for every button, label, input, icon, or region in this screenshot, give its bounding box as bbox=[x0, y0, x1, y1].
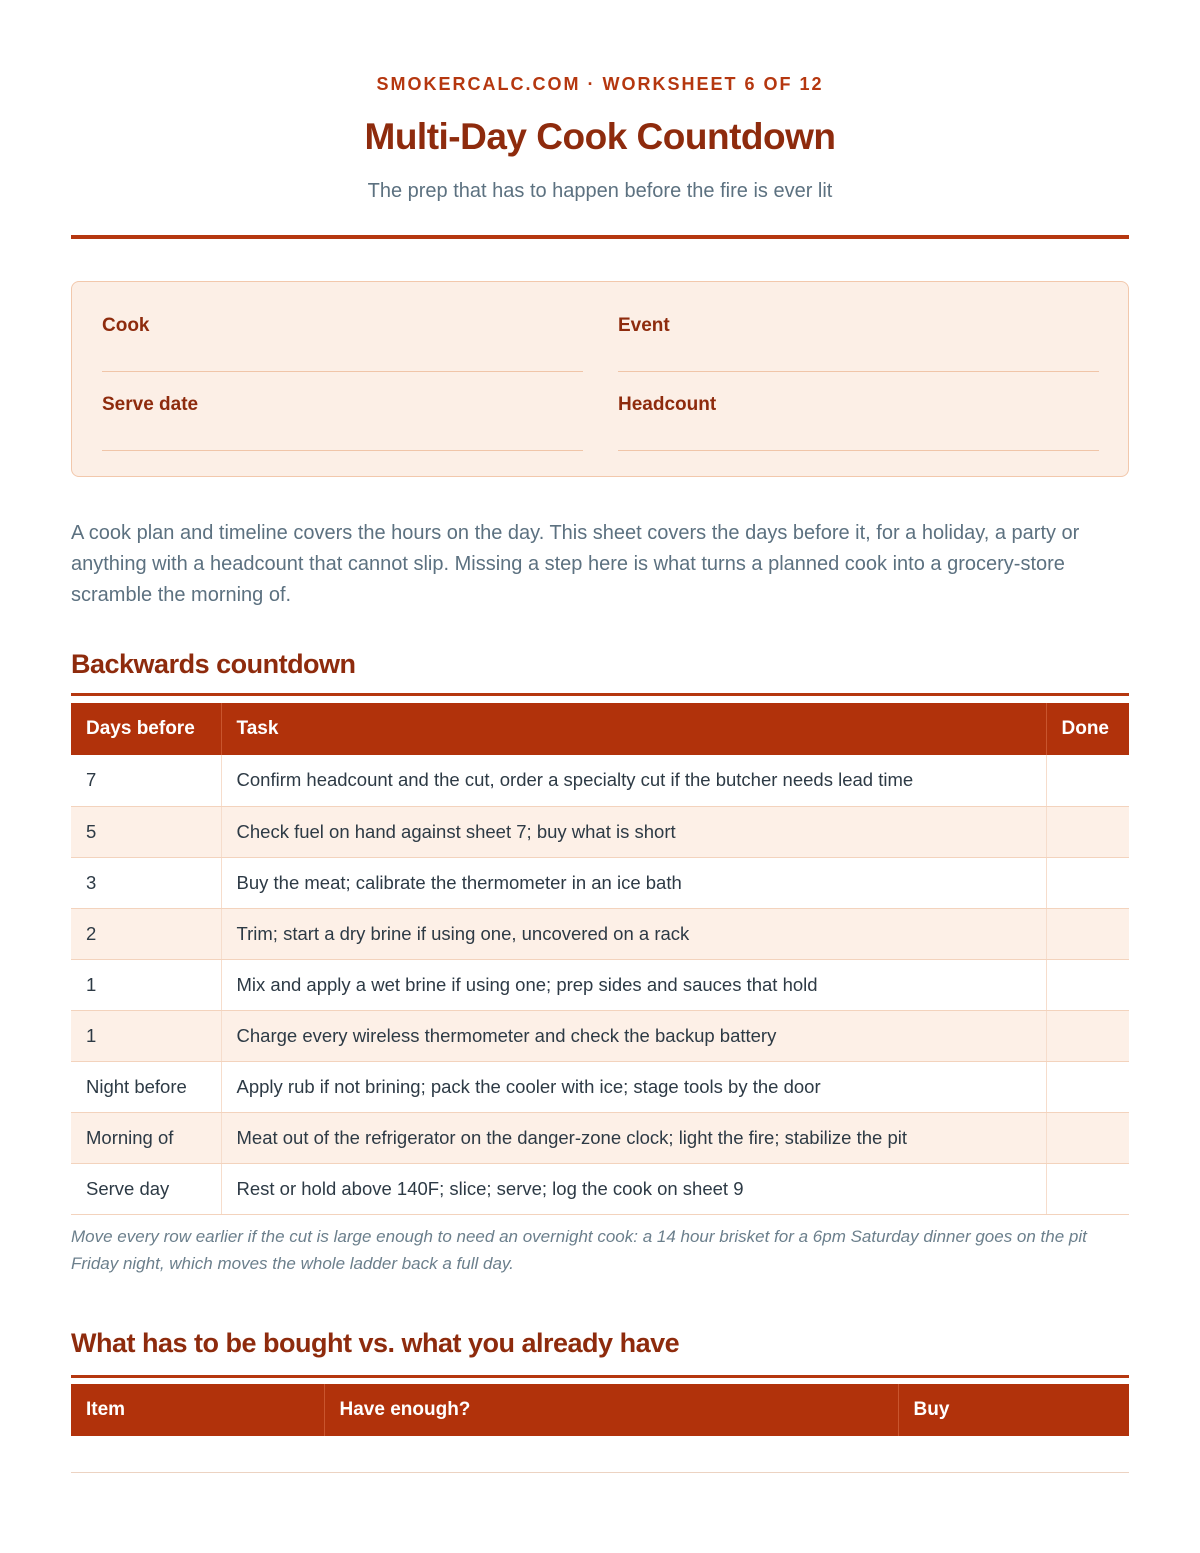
task-cell: Mix and apply a wet brine if using one; prep sides and sauces that hold bbox=[221, 959, 1046, 1010]
task-cell: Rest or hold above 140F; slice; serve; log the cook on sheet 9 bbox=[221, 1163, 1046, 1214]
column-header-have-enough: Have enough? bbox=[324, 1384, 898, 1436]
done-cell[interactable] bbox=[1046, 908, 1129, 959]
headcount-label: Headcount bbox=[618, 394, 717, 415]
table-row bbox=[71, 959, 1129, 1010]
page-title: Multi-Day Cook Countdown bbox=[364, 116, 836, 157]
table-row bbox=[71, 857, 1129, 908]
days-cell: Morning of bbox=[71, 1112, 221, 1163]
shopping-heading: What has to be bought vs. what you already have bbox=[71, 1328, 680, 1358]
shopping-header-row bbox=[71, 1384, 1129, 1436]
done-cell[interactable] bbox=[1046, 1010, 1129, 1061]
shopping-row-line bbox=[71, 1472, 1129, 1473]
cook-line bbox=[102, 371, 583, 372]
task-cell: Buy the meat; calibrate the thermometer in an ice bath bbox=[221, 857, 1046, 908]
table-row bbox=[71, 908, 1129, 959]
task-cell: Confirm headcount and the cut, order a specialty cut if the butcher needs lead time bbox=[221, 755, 1046, 806]
days-cell: 2 bbox=[71, 908, 221, 959]
headcount-field[interactable] bbox=[618, 394, 1099, 416]
intro-paragraph: A cook plan and timeline covers the hours on the day. This sheet covers the days before it, for a holiday, a party or anything with a headcount that cannot slip. Missing a step here is what turns a planned cook into a grocery-store scramble the morning of. bbox=[71, 522, 1080, 606]
site-kicker: SMOKERCALC.COM · WORKSHEET 6 OF 12 bbox=[376, 74, 824, 94]
countdown-divider bbox=[71, 693, 1129, 696]
countdown-header-row bbox=[71, 703, 1129, 755]
task-cell: Trim; start a dry brine if using one, uncovered on a rack bbox=[221, 908, 1046, 959]
table-row bbox=[71, 1112, 1129, 1163]
serve-date-label: Serve date bbox=[102, 394, 199, 415]
task-cell: Check fuel on hand against sheet 7; buy what is short bbox=[221, 806, 1046, 857]
column-header-done: Done bbox=[1046, 703, 1129, 755]
cook-info-box bbox=[71, 281, 1129, 477]
shopping-table bbox=[71, 1384, 1129, 1436]
done-cell[interactable] bbox=[1046, 959, 1129, 1010]
done-cell[interactable] bbox=[1046, 1163, 1129, 1214]
done-cell[interactable] bbox=[1046, 806, 1129, 857]
days-cell: 5 bbox=[71, 806, 221, 857]
done-cell[interactable] bbox=[1046, 755, 1129, 806]
cook-field[interactable] bbox=[102, 315, 583, 337]
days-cell: 1 bbox=[71, 1010, 221, 1061]
column-header-task: Task bbox=[221, 703, 1046, 755]
headcount-line bbox=[618, 450, 1099, 451]
table-row bbox=[71, 1061, 1129, 1112]
page-subtitle: The prep that has to happen before the fire is ever lit bbox=[367, 180, 833, 202]
column-header-item: Item bbox=[71, 1384, 324, 1436]
days-cell: 7 bbox=[71, 755, 221, 806]
table-row bbox=[71, 1163, 1129, 1214]
shopping-divider bbox=[71, 1375, 1129, 1378]
task-cell: Apply rub if not brining; pack the cooler with ice; stage tools by the door bbox=[221, 1061, 1046, 1112]
column-header-buy: Buy bbox=[898, 1384, 1129, 1436]
serve-date-field[interactable] bbox=[102, 394, 583, 416]
event-label: Event bbox=[618, 315, 670, 336]
task-cell: Meat out of the refrigerator on the danger-zone clock; light the fire; stabilize the pit bbox=[221, 1112, 1046, 1163]
done-cell[interactable] bbox=[1046, 1112, 1129, 1163]
days-cell: 1 bbox=[71, 959, 221, 1010]
countdown-note: Move every row earlier if the cut is large enough to need an overnight cook: a 14 hour brisket for a 6pm Saturday dinner goes on the pit Friday night, which moves the whole ladder back a full day. bbox=[71, 1227, 1087, 1273]
days-cell: Serve day bbox=[71, 1163, 221, 1214]
table-row bbox=[71, 1010, 1129, 1061]
done-cell[interactable] bbox=[1046, 857, 1129, 908]
column-header-days-before: Days before bbox=[71, 703, 221, 755]
table-row bbox=[71, 806, 1129, 857]
countdown-heading: Backwards countdown bbox=[71, 649, 356, 679]
table-row bbox=[71, 755, 1129, 806]
countdown-table bbox=[71, 703, 1129, 1215]
cook-label: Cook bbox=[102, 315, 150, 336]
task-cell: Charge every wireless thermometer and check the backup battery bbox=[221, 1010, 1046, 1061]
event-field[interactable] bbox=[618, 315, 1099, 337]
event-line bbox=[618, 371, 1099, 372]
days-cell: Night before bbox=[71, 1061, 221, 1112]
days-cell: 3 bbox=[71, 857, 221, 908]
serve-date-line bbox=[102, 450, 583, 451]
done-cell[interactable] bbox=[1046, 1061, 1129, 1112]
header-divider bbox=[71, 235, 1129, 239]
